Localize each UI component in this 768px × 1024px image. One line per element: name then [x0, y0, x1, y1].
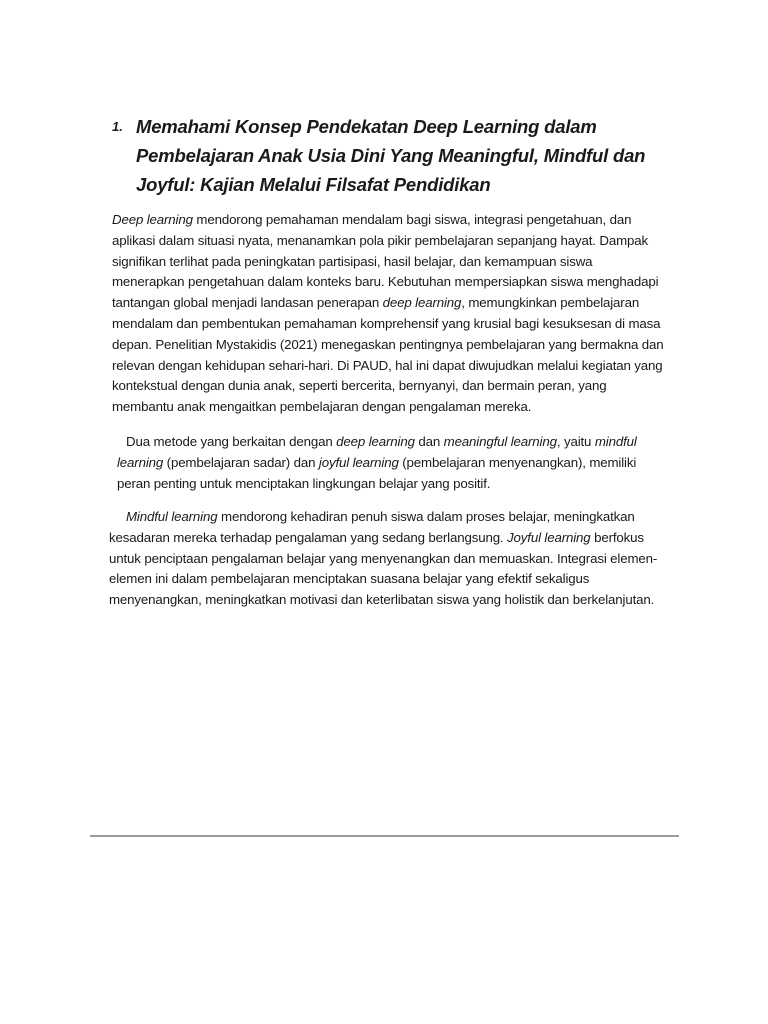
- text-line: signifikan terlihat pada peningkatan partisipasi, hasil belajar, dan kemampuan siswa: [112, 253, 593, 269]
- paragraph-methods: [117, 432, 672, 494]
- heading-line: Pembelajaran Anak Usia Dini Yang Meaningful, Mindful dan: [136, 145, 646, 166]
- text-line: mendalam dan pembentukan pemahaman komprehensif yang krusial bagi kesuksesan di masa: [112, 315, 661, 331]
- text-line: peran penting untuk menciptakan lingkungan belajar yang positif.: [117, 475, 491, 491]
- italic-term: Joyful learning: [507, 529, 591, 545]
- text-span: dan: [414, 434, 444, 449]
- italic-term: deep learning: [382, 295, 462, 311]
- text-span: Dua metode yang berkaitan dengan: [126, 434, 337, 449]
- text-span: , memungkinkan pembelajaran: [461, 295, 640, 311]
- text-span: berfokus: [590, 529, 644, 545]
- italic-term: deep learning: [336, 434, 415, 449]
- text-span: (pembelajaran menyenangkan), memiliki: [398, 454, 637, 470]
- text-line: [109, 507, 674, 528]
- text-line: [117, 453, 672, 474]
- heading-title: [136, 112, 672, 199]
- italic-term: learning: [117, 454, 164, 470]
- text-line: depan. Penelitian Mystakidis (2021) menegaskan pentingnya pembelajaran yang bermakna dan: [112, 336, 664, 352]
- heading-line: Joyful: Kajian Melalui Filsafat Pendidikan: [136, 174, 491, 195]
- italic-term: Mindful learning: [126, 509, 218, 524]
- paragraph-mindful-joyful: [109, 507, 674, 611]
- heading-number: 1.: [112, 119, 123, 134]
- page-divider: [90, 835, 679, 837]
- text-span: (pembelajaran sadar) dan: [163, 454, 319, 470]
- text-span: mendorong pemahaman mendalam bagi siswa, integrasi pengetahuan, dan: [192, 212, 632, 227]
- section-heading: [112, 112, 672, 199]
- text-span: mendorong kehadiran penuh siswa dalam proses belajar, meningkatkan: [217, 509, 635, 524]
- italic-term: joyful learning: [318, 454, 399, 470]
- italic-term: meaningful learning: [443, 434, 557, 449]
- paragraph-deep-learning: [112, 210, 672, 418]
- text-line: membantu anak mengaitkan pembelajaran dengan pengalaman mereka.: [112, 399, 532, 415]
- heading-line: Memahami Konsep Pendekatan Deep Learning dalam: [136, 116, 597, 137]
- text-line: [117, 432, 672, 453]
- italic-term: Deep learning: [112, 212, 193, 227]
- text-line: untuk penciptaan pengalaman belajar yang menyenangkan dan memuaskan. Integrasi elemen-: [109, 550, 658, 566]
- italic-term: mindful: [594, 434, 637, 449]
- text-line: [112, 293, 672, 314]
- text-line: [112, 210, 672, 231]
- text-line: aplikasi dalam situasi nyata, menanamkan pola pikir pembelajaran sepanjang hayat. Dampak: [112, 232, 648, 248]
- text-line: kontekstual dengan dunia anak, seperti bercerita, bernyanyi, dan bermain peran, yang: [112, 378, 607, 394]
- text-line: elemen ini dalam pembelajaran menciptakan suasana belajar yang efektif sekaligus: [109, 571, 590, 587]
- text-line: menyenangkan, meningkatkan motivasi dan keterlibatan siswa yang holistik dan berkelanjutan.: [109, 592, 655, 608]
- text-line: relevan dengan kehidupan sehari-hari. Di PAUD, hal ini dapat diwujudkan melalui kegiatan yang: [112, 357, 663, 373]
- text-line: menerapkan pengetahuan dalam konteks baru. Kebutuhan mempersiapkan siswa menghadapi: [112, 274, 659, 290]
- text-span: tantangan global menjadi landasan penerapan: [112, 295, 383, 311]
- text-span: kesadaran mereka terhadap pengalaman yang sedang berlangsung.: [109, 529, 508, 545]
- text-line: [109, 528, 674, 549]
- text-span: , yaitu: [556, 434, 595, 449]
